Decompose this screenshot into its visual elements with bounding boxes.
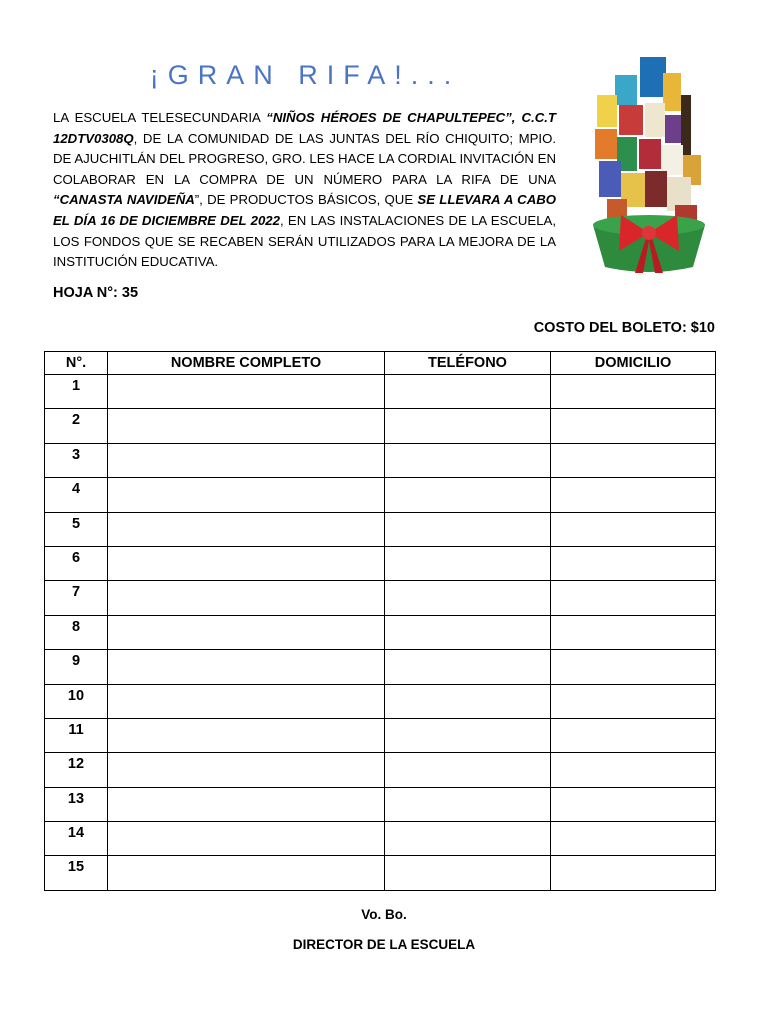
address-cell[interactable] bbox=[551, 684, 716, 718]
name-cell[interactable] bbox=[108, 753, 385, 787]
sheet-number: HOJA N°: 35 bbox=[53, 285, 139, 301]
table-row bbox=[45, 546, 716, 580]
table-row bbox=[45, 856, 716, 890]
table-row bbox=[45, 718, 716, 752]
address-cell[interactable] bbox=[551, 615, 716, 649]
intro-part-1: LA ESCUELA TELESECUNDARIA bbox=[53, 110, 267, 125]
table-header-row bbox=[45, 352, 716, 375]
phone-cell[interactable] bbox=[385, 684, 551, 718]
phone-cell[interactable] bbox=[385, 375, 551, 409]
name-cell[interactable] bbox=[108, 512, 385, 546]
table-row bbox=[45, 478, 716, 512]
address-cell[interactable] bbox=[551, 375, 716, 409]
table-row bbox=[45, 650, 716, 684]
phone-cell[interactable] bbox=[385, 753, 551, 787]
row-number: 1 bbox=[45, 375, 108, 409]
table-row bbox=[45, 512, 716, 546]
address-cell[interactable] bbox=[551, 512, 716, 546]
phone-cell[interactable] bbox=[385, 478, 551, 512]
address-cell[interactable] bbox=[551, 443, 716, 477]
address-cell[interactable] bbox=[551, 753, 716, 787]
director-label: DIRECTOR DE LA ESCUELA bbox=[292, 937, 476, 952]
phone-cell[interactable] bbox=[385, 581, 551, 615]
row-number: 8 bbox=[45, 615, 108, 649]
name-cell[interactable] bbox=[108, 478, 385, 512]
name-cell[interactable] bbox=[108, 615, 385, 649]
header-number: N°. bbox=[45, 352, 108, 375]
name-cell[interactable] bbox=[108, 787, 385, 821]
name-cell[interactable] bbox=[108, 856, 385, 890]
header-address: DOMICILIO bbox=[551, 352, 716, 375]
address-cell[interactable] bbox=[551, 718, 716, 752]
address-cell[interactable] bbox=[551, 856, 716, 890]
row-number: 13 bbox=[45, 787, 108, 821]
name-cell[interactable] bbox=[108, 546, 385, 580]
row-number: 5 bbox=[45, 512, 108, 546]
table-row bbox=[45, 443, 716, 477]
phone-cell[interactable] bbox=[385, 787, 551, 821]
name-cell[interactable] bbox=[108, 375, 385, 409]
name-cell[interactable] bbox=[108, 684, 385, 718]
address-cell[interactable] bbox=[551, 822, 716, 856]
phone-cell[interactable] bbox=[385, 856, 551, 890]
phone-cell[interactable] bbox=[385, 546, 551, 580]
row-number: 12 bbox=[45, 753, 108, 787]
address-cell[interactable] bbox=[551, 546, 716, 580]
table-row bbox=[45, 375, 716, 409]
table-row bbox=[45, 615, 716, 649]
table-row bbox=[45, 409, 716, 443]
intro-part-2: , DE LA COMUNIDAD DE LAS JUNTAS DEL RÍO CHIQUITO; MPIO. DE AJUCHITLÁN DEL PROGRESO, GRO. LES HACE LA CORDIAL INVITACIÓN EN COLABORAR EN LA COMPRA DE UN NÚMERO PARA LA RIFA DE UNA bbox=[53, 130, 556, 187]
row-number: 6 bbox=[45, 546, 108, 580]
christmas-basket-image bbox=[585, 55, 713, 275]
prize-name: “CANASTA NAVIDEÑA bbox=[53, 192, 195, 208]
phone-cell[interactable] bbox=[385, 409, 551, 443]
phone-cell[interactable] bbox=[385, 822, 551, 856]
address-cell[interactable] bbox=[551, 787, 716, 821]
approval-label: Vo. Bo. bbox=[361, 907, 407, 922]
table-row bbox=[45, 684, 716, 718]
table-row bbox=[45, 787, 716, 821]
address-cell[interactable] bbox=[551, 478, 716, 512]
row-number: 14 bbox=[45, 822, 108, 856]
name-cell[interactable] bbox=[108, 409, 385, 443]
row-number: 4 bbox=[45, 478, 108, 512]
address-cell[interactable] bbox=[551, 409, 716, 443]
phone-cell[interactable] bbox=[385, 615, 551, 649]
phone-cell[interactable] bbox=[385, 443, 551, 477]
address-cell[interactable] bbox=[551, 581, 716, 615]
header-phone: TELÉFONO bbox=[385, 352, 551, 375]
name-cell[interactable] bbox=[108, 581, 385, 615]
intro-part-3: ”, DE PRODUCTOS BÁSICOS, QUE bbox=[194, 192, 418, 208]
row-number: 9 bbox=[45, 650, 108, 684]
phone-cell[interactable] bbox=[385, 650, 551, 684]
phone-cell[interactable] bbox=[385, 512, 551, 546]
row-number: 7 bbox=[45, 581, 108, 615]
phone-cell[interactable] bbox=[385, 718, 551, 752]
row-number: 3 bbox=[45, 443, 108, 477]
ticket-cost: COSTO DEL BOLETO: $10 bbox=[533, 320, 715, 336]
address-cell[interactable] bbox=[551, 650, 716, 684]
name-cell[interactable] bbox=[108, 822, 385, 856]
name-cell[interactable] bbox=[108, 718, 385, 752]
table-row bbox=[45, 753, 716, 787]
table-row bbox=[45, 822, 716, 856]
raffle-title: ¡GRAN RIFA!... bbox=[149, 60, 461, 90]
header-name: NOMBRE COMPLETO bbox=[108, 352, 385, 375]
intro-part-4: , EN LAS INSTALACIONES DE LA ESCUELA, LOS FONDOS QUE SE RECABEN SERÁN UTILIZADOS PARA LA MEJORA DE LA INSTITUCIÓN EDUCATIVA. bbox=[53, 212, 557, 270]
row-number: 10 bbox=[45, 684, 108, 718]
invitation-text bbox=[53, 108, 556, 273]
raffle-table bbox=[44, 351, 716, 891]
row-number: 11 bbox=[45, 718, 108, 752]
raffle-date: SE LLEVARA A CABO EL DÍA 16 DE DICIEMBRE DEL 2022 bbox=[53, 192, 556, 228]
name-cell[interactable] bbox=[108, 443, 385, 477]
table-row bbox=[45, 581, 716, 615]
row-number: 15 bbox=[45, 856, 108, 890]
school-name: “NIÑOS HÉROES DE CHAPULTEPEC”, C.C.T 12DTV0308Q bbox=[53, 110, 556, 146]
row-number: 2 bbox=[45, 409, 108, 443]
name-cell[interactable] bbox=[108, 650, 385, 684]
